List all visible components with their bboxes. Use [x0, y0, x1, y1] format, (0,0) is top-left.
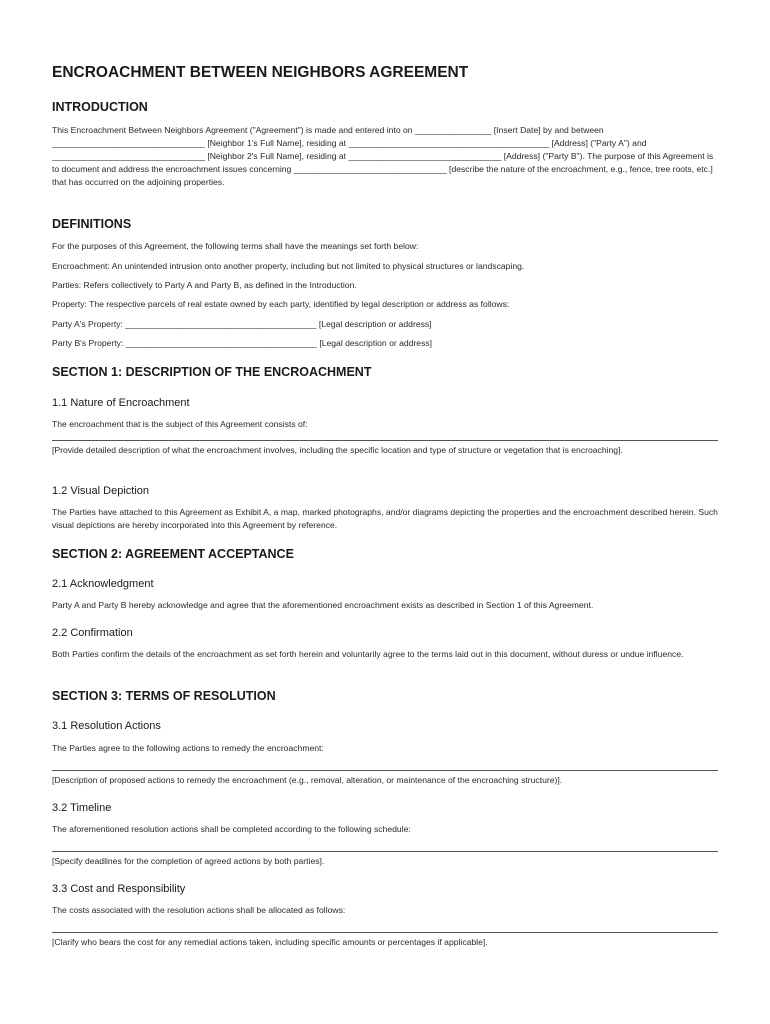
fill-in-line — [52, 440, 718, 441]
definition-property: Property: The respective parcels of real estate owned by each party, identified by legal description or address as follows: — [52, 299, 510, 309]
section3-heading: SECTION 3: TERMS OF RESOLUTION — [52, 689, 276, 703]
introduction-heading: INTRODUCTION — [52, 100, 148, 114]
party-b-property: Party B's Property: ________________________________________ [Legal description or address] — [52, 338, 433, 348]
section1-heading: SECTION 1: DESCRIPTION OF THE ENCROACHMENT — [52, 365, 372, 379]
section3-3-heading: 3.3 Cost and Responsibility — [52, 883, 186, 895]
introduction-text: This Encroachment Between Neighbors Agreement ("Agreement") is made and entered into on ________________ [Insert Date] by and between ________________________________ [Neighbor 1's Full Name], residing at __________________________________________ [Address] ("Party A") and ________________________________ [Neighbor 2's Full Name], residing at ________________________________ [Address] ("Party B"). The purpose of this Agreement is to document and address the encroachment issues concerning ________________________________ [describe the nature of the encroachment, e.g., fence, tree roots, etc.] that has occurred on the adjoining properties. — [52, 125, 714, 187]
section2-1-text: Party A and Party B hereby acknowledge and agree that the aforementioned encroachment exists as described in Section 1 of this Agreement. — [52, 600, 594, 610]
section3-3-text: The costs associated with the resolution actions shall be allocated as follows: — [52, 905, 346, 915]
fill-in-line — [52, 932, 718, 933]
section1-2-heading: 1.2 Visual Depiction — [52, 485, 150, 497]
definitions-heading: DEFINITIONS — [52, 217, 132, 231]
section1-1-instruction: [Provide detailed description of what the encroachment involves, including the specific location and type of structure or vegetation that is encroaching]. — [52, 445, 623, 455]
section1-2-text: The Parties have attached to this Agreement as Exhibit A, a map, marked photographs, and/or diagrams depicting the properties and the encroachment described herein. Such visual depictions are hereby incorporated into this Agreement by reference. — [52, 507, 718, 530]
definitions-intro: For the purposes of this Agreement, the following terms shall have the meanings set forth below: — [52, 241, 419, 251]
section3-1-instruction: [Description of proposed actions to remedy the encroachment (e.g., removal, alteration, or maintenance of the encroaching structure)]. — [52, 775, 563, 785]
section2-heading: SECTION 2: AGREEMENT ACCEPTANCE — [52, 547, 294, 561]
section1-1-text: The encroachment that is the subject of this Agreement consists of: — [52, 419, 308, 429]
section1-1-heading: 1.1 Nature of Encroachment — [52, 397, 190, 409]
section2-2-text: Both Parties confirm the details of the encroachment as set forth herein and voluntarily agree to the terms laid out in this document, without duress or undue influence. — [52, 649, 684, 659]
section3-2-text: The aforementioned resolution actions shall be completed according to the following schedule: — [52, 824, 411, 834]
section3-1-heading: 3.1 Resolution Actions — [52, 720, 161, 732]
definition-parties: Parties: Refers collectively to Party A and Party B, as defined in the Introduction. — [52, 280, 357, 290]
section3-1-text: The Parties agree to the following actions to remedy the encroachment: — [52, 743, 324, 753]
document-title: ENCROACHMENT BETWEEN NEIGHBORS AGREEMENT — [52, 64, 469, 81]
section2-1-heading: 2.1 Acknowledgment — [52, 578, 154, 590]
section2-2-heading: 2.2 Confirmation — [52, 627, 133, 639]
definition-encroachment: Encroachment: An unintended intrusion onto another property, including but not limited to physical structures or landscaping. — [52, 261, 525, 271]
fill-in-line — [52, 770, 718, 771]
party-a-property: Party A's Property: ________________________________________ [Legal description or address] — [52, 319, 432, 329]
section3-2-instruction: [Specify deadlines for the completion of agreed actions by both parties]. — [52, 856, 325, 866]
section3-3-instruction: [Clarify who bears the cost for any remedial actions taken, including specific amounts or percentages if applicable]. — [52, 937, 488, 947]
section3-2-heading: 3.2 Timeline — [52, 802, 112, 814]
fill-in-line — [52, 851, 718, 852]
